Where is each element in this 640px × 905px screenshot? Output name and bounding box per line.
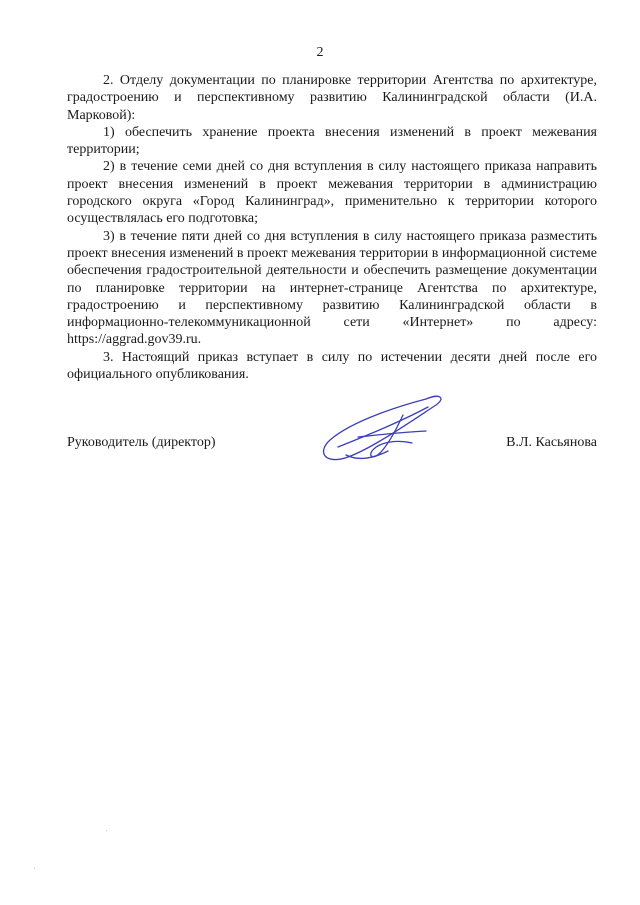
scan-speck bbox=[106, 830, 107, 831]
paragraph-clause-3: 3. Настоящий приказ вступает в силу по истечении десяти дней после его официального опубликования. bbox=[67, 349, 597, 383]
paragraph-subclause-3: 3) в течение пяти дней со дня вступления в силу настоящего приказа разместить проект внесения изменений в проект межевания территории в информационной системе обеспечения градостроительной деятельности и обеспечить размещение документации по планировке территории на интернет-странице Агентства по архитектуре, градостроению и перспективному развитию Калининградской области в информационно-телекоммуникационной сети «Интернет» по адресу: https://aggrad.gov39.ru. bbox=[67, 228, 597, 348]
page-number: 2 bbox=[316, 45, 324, 60]
handwritten-signature-icon bbox=[308, 385, 458, 475]
paragraph-subclause-2: 2) в течение семи дней со дня вступления в силу настоящего приказа направить проект внесения изменений в проект межевания территории в администрацию городского округа «Город Калининград», применительно к территории которого осуществлялась его подготовка; bbox=[67, 159, 597, 227]
paragraph-subclause-1: 1) обеспечить хранение проекта внесения изменений в проект межевания территории; bbox=[67, 124, 597, 158]
paragraph-clause-2: 2. Отделу документации по планировке территории Агентства по архитектуре, градостроению и перспективному развитию Калининградской области (И.А. Марковой): bbox=[67, 73, 597, 123]
signatory-role: Руководитель (директор) bbox=[67, 435, 216, 450]
scan-speck bbox=[34, 868, 35, 869]
signature-stroke-flourish bbox=[371, 415, 412, 457]
signatory-name: В.Л. Касьянова bbox=[506, 435, 597, 450]
document-body bbox=[67, 72, 597, 383]
